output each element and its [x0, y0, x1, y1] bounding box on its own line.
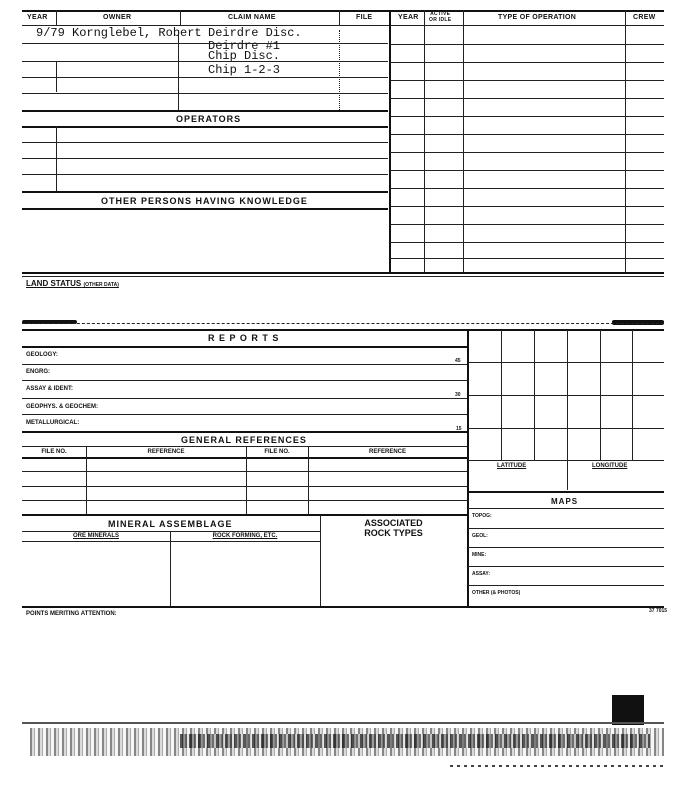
- rule: [390, 98, 664, 99]
- rule: [468, 428, 664, 429]
- rule: [390, 44, 664, 45]
- rule: [468, 528, 664, 529]
- scan-artifact-line: [450, 765, 664, 767]
- rule: [468, 508, 664, 509]
- rule: [22, 142, 388, 143]
- scan-artifact-line: [22, 722, 664, 724]
- rule: [22, 158, 388, 159]
- report-label: GEOPHYS. & GEOCHEM:: [26, 404, 99, 410]
- map-row-label: GEOL:: [472, 533, 488, 539]
- map-row-label: OTHER (& PHOTOS): [472, 590, 521, 596]
- separator-line: [22, 323, 664, 324]
- rule: [22, 174, 388, 175]
- rule: [390, 116, 664, 117]
- report-label: ASSAY & IDENT:: [26, 386, 74, 392]
- rule: [56, 62, 57, 92]
- rule: [468, 395, 664, 396]
- land-status-heading: [26, 279, 119, 288]
- rule: [468, 491, 664, 493]
- rule: [390, 134, 664, 135]
- rule: [22, 61, 388, 62]
- rule: [22, 10, 664, 12]
- other-persons-title: OTHER PERSONS HAVING KNOWLEDGE: [101, 196, 308, 206]
- rule: [56, 126, 57, 191]
- ore-minerals-label: ORE MINERALS: [72, 533, 119, 539]
- rule: [22, 93, 388, 94]
- rule: [56, 10, 57, 25]
- maps-title: MAPS: [551, 497, 579, 506]
- rule: [22, 531, 320, 532]
- scan-artifact-noise: [180, 734, 650, 748]
- rule: [567, 330, 568, 490]
- rule: [22, 191, 388, 193]
- mineral-assemblage-title: MINERAL ASSEMBLAGE: [108, 519, 233, 529]
- rule: [468, 566, 664, 567]
- map-row-label: ASSAY:: [472, 571, 491, 577]
- rule: [86, 446, 87, 514]
- header-active-idle: ACTIVE OR IDLE: [429, 11, 452, 23]
- header-claim-name: CLAIM NAME: [228, 14, 276, 21]
- rule: [22, 380, 467, 381]
- points-meriting-attention: POINTS MERITING ATTENTION:: [26, 611, 117, 617]
- general-references-title: GENERAL REFERENCES: [181, 435, 307, 445]
- rule: [22, 346, 467, 348]
- header-crew: CREW: [633, 14, 656, 21]
- rule: [390, 62, 664, 63]
- scan-artifact-block: [612, 695, 644, 725]
- claim-line-4: Chip 1-2-3: [208, 63, 281, 77]
- rule: [22, 446, 467, 447]
- entry-date-owner: 9/79 Kornglebel, Robert: [36, 26, 202, 40]
- rule: [463, 10, 464, 274]
- rule: [22, 77, 388, 78]
- ref-header-file-no: FILE NO.: [41, 449, 67, 455]
- rule: [390, 170, 664, 171]
- rule: [308, 446, 309, 514]
- report-label: METALLURGICAL:: [26, 420, 80, 426]
- report-label: GEOLOGY:: [26, 352, 58, 358]
- rule: [22, 272, 664, 274]
- rule: [390, 206, 664, 207]
- rule: [246, 446, 247, 514]
- rule: [339, 30, 340, 110]
- rule: [22, 471, 467, 472]
- report-number: 30: [455, 392, 461, 398]
- rule: [424, 10, 425, 274]
- latitude-label: LATITUDE: [497, 463, 527, 469]
- rule: [22, 431, 467, 433]
- rule: [22, 606, 664, 608]
- rule: [22, 126, 388, 128]
- rule: [180, 10, 181, 25]
- rule: [389, 10, 391, 274]
- land-status-label: LAND STATUS: [26, 279, 82, 288]
- rule: [22, 276, 664, 277]
- ref-header-reference-2: REFERENCE: [368, 449, 406, 455]
- header-type-operation: TYPE OF OPERATION: [498, 14, 577, 21]
- operators-title: OPERATORS: [176, 114, 242, 124]
- rule: [22, 364, 467, 365]
- rule: [339, 10, 340, 25]
- rule: [390, 258, 664, 259]
- rule: [468, 460, 664, 461]
- rule: [390, 188, 664, 189]
- map-row-label: MINE:: [472, 552, 487, 558]
- header-year: YEAR: [27, 14, 48, 21]
- rock-forming-label: ROCK FORMING, ETC.: [212, 533, 278, 539]
- rule: [22, 500, 467, 501]
- rule: [625, 10, 626, 274]
- rule: [22, 457, 467, 459]
- rule: [22, 398, 467, 399]
- claim-line-1: Deirdre Disc.: [208, 26, 302, 40]
- form-code: 37 7015: [649, 608, 668, 614]
- claim-line-2: Deirdre #1: [208, 39, 281, 53]
- rule: [22, 514, 467, 516]
- reports-title: R E P O R T S: [208, 333, 280, 343]
- rule: [468, 547, 664, 548]
- header-file: FILE: [356, 14, 373, 21]
- rule: [390, 152, 664, 153]
- report-number: 15: [456, 426, 462, 432]
- header-owner: OWNER: [103, 14, 132, 21]
- rule: [390, 242, 664, 243]
- associated-rock-types-title: ASSOCIATED ROCK TYPES: [364, 518, 423, 538]
- rule: [22, 43, 388, 44]
- rule: [22, 414, 467, 415]
- longitude-label: LONGITUDE: [592, 463, 628, 469]
- rule: [170, 531, 171, 606]
- rule: [390, 80, 664, 81]
- ref-header-file-no-2: FILE NO.: [264, 449, 290, 455]
- rule: [468, 362, 664, 363]
- rule: [178, 30, 179, 110]
- rule: [22, 486, 467, 487]
- rule: [22, 208, 388, 210]
- report-label: ENGRG:: [26, 369, 50, 375]
- land-status-sub: (OTHER DATA): [83, 282, 119, 288]
- rule: [390, 224, 664, 225]
- claim-line-3: Chip Disc.: [208, 49, 281, 63]
- report-number: 45: [455, 358, 461, 364]
- header-year-2: YEAR: [398, 14, 419, 21]
- rule: [22, 541, 320, 542]
- rule: [468, 585, 664, 586]
- rule: [22, 110, 388, 112]
- ref-header-reference: REFERENCE: [147, 449, 185, 455]
- map-row-label: TOPOG:: [472, 513, 492, 519]
